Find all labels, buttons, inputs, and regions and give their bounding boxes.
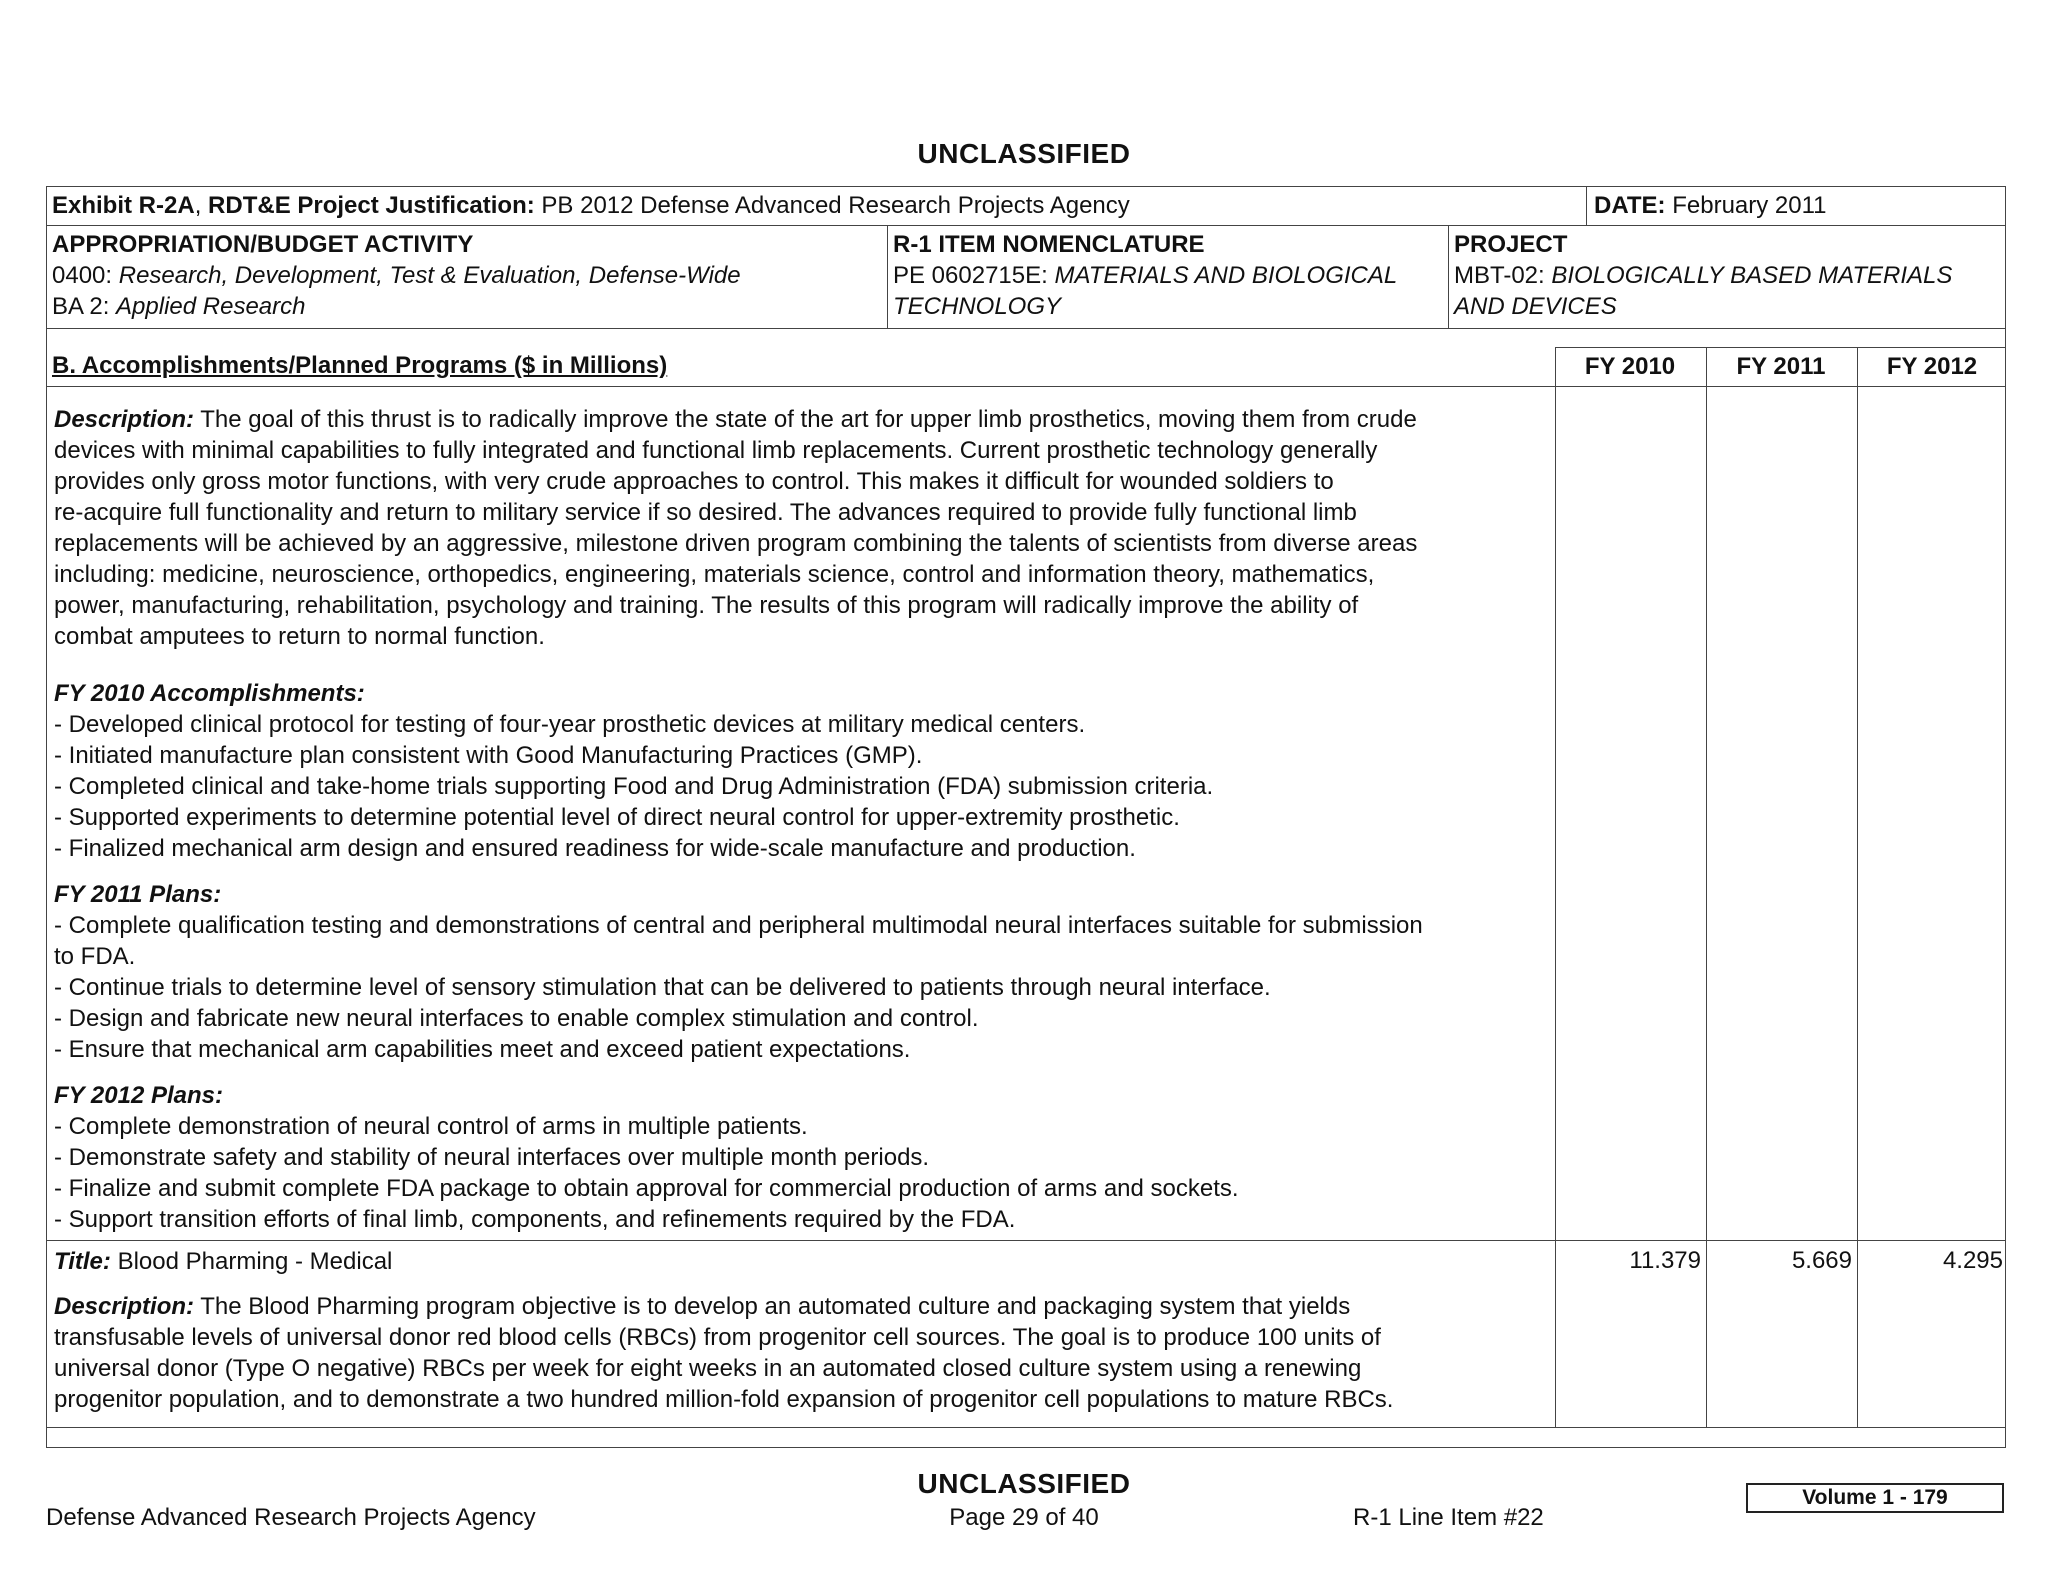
col-divider-fy2012 [1857,347,1858,1427]
program1-description-line: The goal of this thrust is to radically improve the state of the art for upper limb prosthetics, moving them from crude [194,406,1417,433]
program2-description-line: transfusable levels of universal donor red blood cells (RBCs) from progenitor cell sources. The goal is to produce 100 units of [54,1324,1381,1351]
program2-title-label: Title: [54,1248,111,1275]
col-header-fy2011: FY 2011 [1736,353,1826,380]
col-header-fy2010: FY 2010 [1584,353,1676,380]
fy2012-plans [54,1080,1554,1235]
program1-description-line: including: medicine, neuroscience, orthopedics, engineering, materials science, control and information theory, mathematics, [54,561,1375,588]
exhibit-label: Exhibit R-2A [52,192,195,219]
appropriation-code: 0400: [52,262,119,289]
footer-volume-box: Volume 1 - 179 [1746,1483,2004,1513]
fy2012-item: - Demonstrate safety and stability of neural interfaces over multiple month periods. [54,1144,930,1171]
fy2011-item: - Continue trials to determine level of sensory stimulation that can be delivered to patients through neural interface. [54,974,1271,1001]
r1-label: R-1 ITEM NOMENCLATURE [893,231,1205,258]
program2-title-value: Blood Pharming - Medical [110,1248,393,1275]
appropriation-block [52,229,741,322]
r1-name-line2: TECHNOLOGY [893,293,1062,320]
col-divider-fy2011 [1706,347,1707,1427]
program1-description-line: power, manufacturing, rehabilitation, psychology and training. The results of this program will radically improve the ability of [54,592,1359,619]
program2-description-line: The Blood Pharming program objective is to develop an automated culture and packaging system that yields [194,1293,1351,1320]
program1-description-line: provides only gross motor functions, with very crude approaches to control. This makes it difficult for wounded soldiers to [54,468,1334,495]
fy2010-accomplishments [54,678,1554,864]
fy2010-item: - Initiated manufacture plan consistent with Good Manufacturing Practices (GMP). [54,742,923,769]
program2-description-line: universal donor (Type O negative) RBCs per week for eight weeks in an automated closed culture system using a renewing [54,1355,1362,1382]
justification-label: RDT&E Project Justification: [208,192,535,219]
fy2011-item: - Complete qualification testing and demonstrations of central and peripheral multimodal neural interfaces suitable for submission [54,912,1423,939]
fy2010-item: - Completed clinical and take-home trials supporting Food and Drug Administration (FDA) submission criteria. [54,773,1214,800]
program2-fy2011-value: 5.669 [1791,1247,1852,1274]
program1-description-line: combat amputees to return to normal function. [54,623,545,650]
col-header-fy2012: FY 2012 [1886,353,1978,380]
fy2011-plans [54,879,1554,1065]
ba-code: BA 2: [52,293,117,320]
header-rule-1 [46,225,2006,226]
fy-header-top-rule [1555,347,2006,348]
ba-name: Applied Research [116,293,306,320]
date-field [1594,190,1827,221]
footer-page: Page 29 of 40 [949,1504,1099,1531]
date-divider [1586,186,1587,226]
program1-description-label: Description: [54,406,195,433]
fy2012-item: - Complete demonstration of neural control of arms in multiple patients. [54,1113,808,1140]
program2-description [54,1291,1554,1415]
fy2011-heading: FY 2011 Plans: [54,881,222,908]
date-value: February 2011 [1665,192,1827,219]
program2-description-line: progenitor population, and to demonstrate a two hundred million-fold expansion of progenitor cell populations to mature RBCs. [54,1386,1394,1413]
program1-description-line: devices with minimal capabilities to fully integrated and functional limb replacements. Current prosthetic technology generally [54,437,1378,464]
appropriation-label: APPROPRIATION/BUDGET ACTIVITY [52,231,474,258]
program2-fy2012-value: 4.295 [1942,1247,2003,1274]
project-name-line2: AND DEVICES [1454,293,1617,320]
fy2010-item: - Finalized mechanical arm design and ensured readiness for wide-scale manufacture and production. [54,835,1136,862]
section-title: B. Accomplishments/Planned Programs ($ in Millions) [52,352,668,379]
project-block [1454,229,1952,322]
program-divider [46,1240,2006,1241]
classification-bottom: UNCLASSIFIED [917,1468,1131,1499]
project-label: PROJECT [1454,231,1568,258]
fy2010-item: - Developed clinical protocol for testing of four-year prosthetic devices at military medical centers. [54,711,1086,738]
fy2010-item: - Supported experiments to determine potential level of direct neural control for upper-extremity prosthetic. [54,804,1180,831]
program1-description-line: replacements will be achieved by an aggressive, milestone driven program combining the talents of scientists from diverse areas [54,530,1418,557]
fy2012-heading: FY 2012 Plans: [54,1082,223,1109]
exhibit-sep: , [194,192,209,219]
date-label: DATE: [1594,192,1666,219]
exhibit-title [52,190,1130,221]
r1-name-line1: MATERIALS AND BIOLOGICAL [1054,262,1398,289]
footer-agency: Defense Advanced Research Projects Agency [46,1504,536,1531]
program2-title [54,1246,1554,1277]
classification-top: UNCLASSIFIED [917,138,1131,169]
program1-description-line: re-acquire full functionality and return to military service if so desired. The advances required to provide fully functional limb [54,499,1357,526]
footer-line-item: R-1 Line Item #22 [1353,1504,1544,1531]
project-divider [1448,225,1449,329]
r1-block [893,229,1397,322]
fy2011-item: - Design and fabricate new neural interfaces to enable complex stimulation and control. [54,1005,979,1032]
program1-description [54,404,1554,652]
program2-description-label: Description: [54,1293,195,1320]
appropriation-name: Research, Development, Test & Evaluation, Defense-Wide [118,262,741,289]
col-divider-fy2010 [1555,347,1556,1427]
project-code: MBT-02: [1454,262,1552,289]
fy2010-heading: FY 2010 Accomplishments: [54,680,365,707]
table-bottom-rule [46,1427,2006,1428]
r1-code: PE 0602715E: [893,262,1055,289]
project-name-line1: BIOLOGICALLY BASED MATERIALS [1551,262,1953,289]
fy2012-item: - Support transition efforts of final limb, components, and refinements required by the FDA. [54,1206,1016,1233]
justification-value: PB 2012 Defense Advanced Research Projects Agency [534,192,1130,219]
header-rule-2 [46,328,2006,329]
fy2011-item: - Ensure that mechanical arm capabilities meet and exceed patient expectations. [54,1036,911,1063]
program2-fy2010-value: 11.379 [1629,1247,1701,1274]
fy-header-bottom-rule [46,386,2006,387]
fy2011-item: to FDA. [54,943,136,970]
fy2012-item: - Finalize and submit complete FDA package to obtain approval for commercial production of arms and sockets. [54,1175,1239,1202]
r1-divider [887,225,888,329]
